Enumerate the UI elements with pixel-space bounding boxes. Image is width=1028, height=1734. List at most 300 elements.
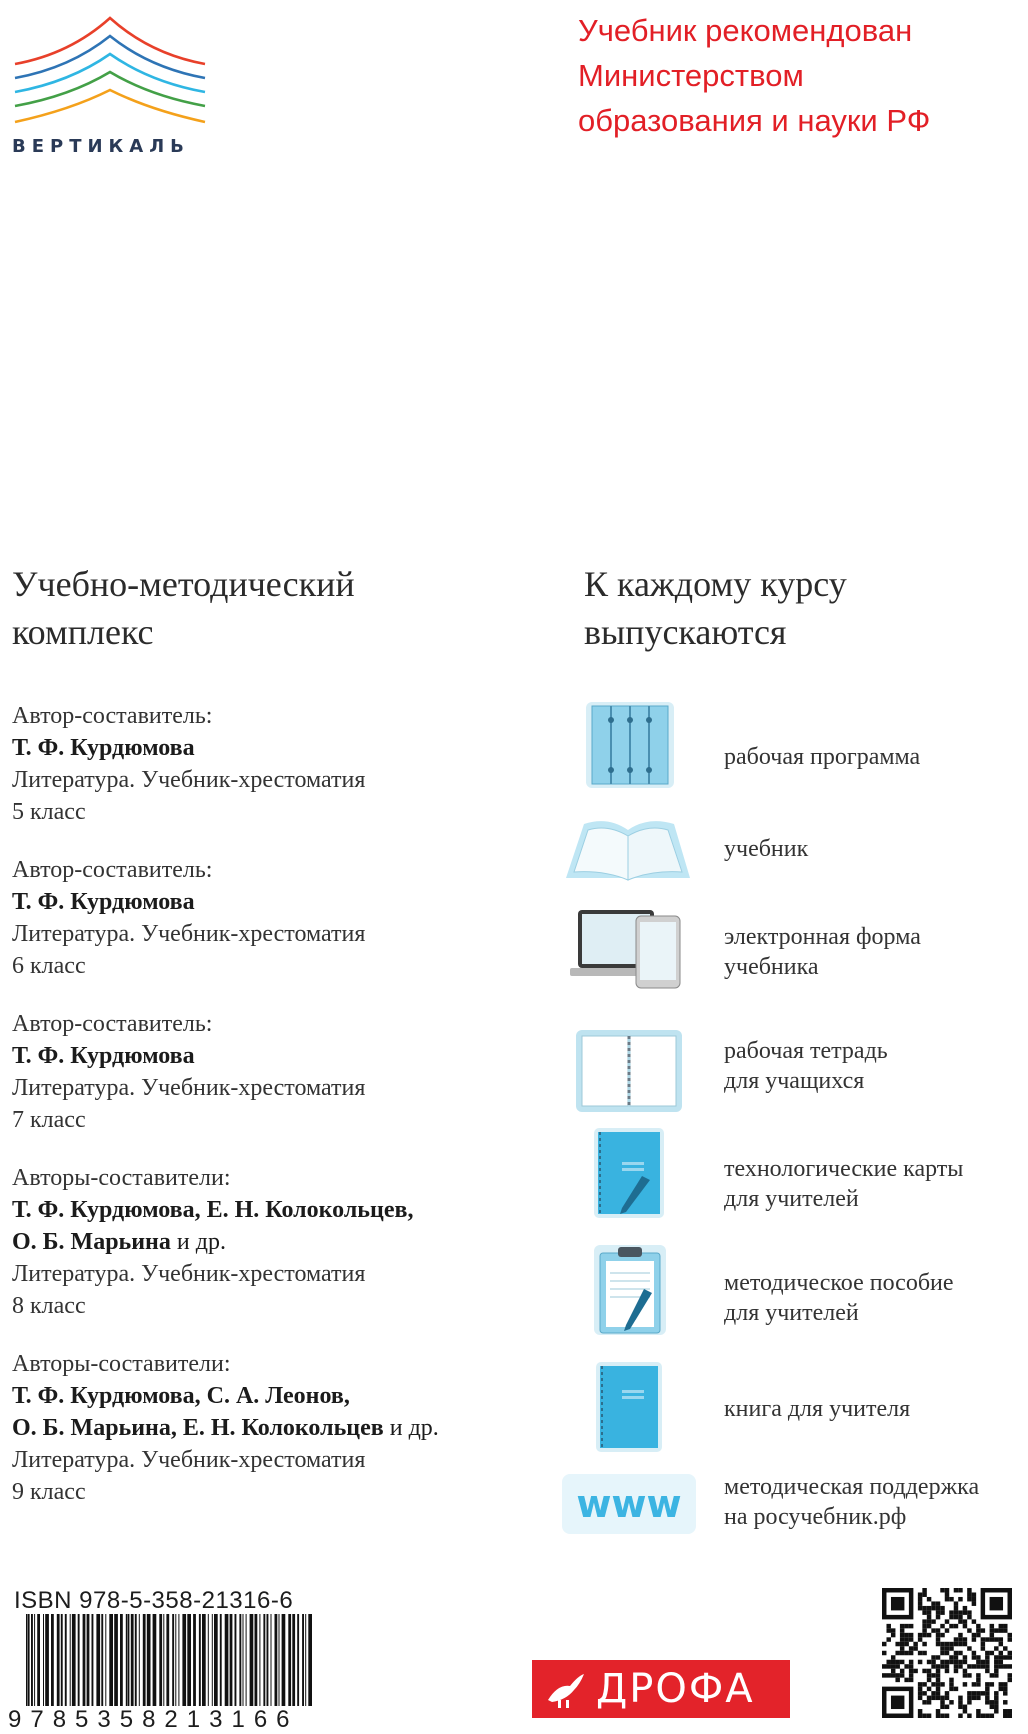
qr-module bbox=[976, 1682, 980, 1686]
qr-module bbox=[985, 1637, 989, 1641]
qr-module bbox=[895, 1642, 899, 1646]
qr-module bbox=[895, 1660, 899, 1664]
qr-module bbox=[999, 1651, 1003, 1655]
book-authors bbox=[12, 886, 542, 918]
qr-module bbox=[936, 1709, 940, 1713]
qr-module bbox=[927, 1660, 931, 1664]
qr-module bbox=[976, 1714, 980, 1718]
barcode-bar bbox=[208, 1614, 209, 1706]
workbook-icon bbox=[564, 1026, 694, 1116]
barcode-bar bbox=[139, 1614, 140, 1706]
qr-module bbox=[990, 1673, 994, 1677]
qr-module bbox=[967, 1628, 971, 1632]
material-label: книга для учителя bbox=[724, 1396, 911, 1422]
qr-module bbox=[900, 1637, 904, 1641]
qr-module bbox=[985, 1651, 989, 1655]
barcode-bar bbox=[175, 1614, 176, 1706]
qr-module bbox=[999, 1624, 1003, 1628]
qr-module bbox=[967, 1597, 971, 1601]
qr-module bbox=[985, 1687, 989, 1691]
barcode-bar bbox=[163, 1614, 164, 1706]
qr-module bbox=[990, 1633, 994, 1637]
qr-module bbox=[936, 1691, 940, 1695]
qr-module bbox=[999, 1682, 1003, 1686]
barcode-bar bbox=[308, 1614, 312, 1706]
qr-module bbox=[909, 1678, 913, 1682]
qr-module bbox=[994, 1705, 998, 1709]
qr-module bbox=[999, 1664, 1003, 1668]
qr-module bbox=[990, 1637, 994, 1641]
qr-module bbox=[927, 1696, 931, 1700]
qr-module bbox=[954, 1664, 958, 1668]
qr-module bbox=[927, 1610, 931, 1614]
qr-module bbox=[990, 1705, 994, 1709]
qr-module bbox=[994, 1673, 998, 1677]
barcode-bar bbox=[131, 1614, 134, 1706]
material-label: электронная форма учебника bbox=[724, 924, 921, 980]
qr-module bbox=[963, 1655, 967, 1659]
barcode-bar bbox=[172, 1614, 174, 1706]
barcode-bar bbox=[220, 1614, 222, 1706]
barcode-bar bbox=[271, 1614, 272, 1706]
author-role: Автор-составитель: bbox=[12, 703, 213, 729]
barcode-bar bbox=[302, 1614, 304, 1706]
qr-module bbox=[985, 1700, 989, 1704]
qr-module bbox=[976, 1678, 980, 1682]
qr-module bbox=[900, 1628, 904, 1632]
qr-module bbox=[954, 1606, 958, 1610]
qr-module bbox=[940, 1714, 944, 1718]
qr-module bbox=[958, 1664, 962, 1668]
qr-module bbox=[976, 1673, 980, 1677]
www-text: www bbox=[576, 1482, 682, 1526]
qr-module bbox=[931, 1696, 935, 1700]
qr-module bbox=[963, 1682, 967, 1686]
materials-heading-line: выпускаются bbox=[584, 612, 787, 652]
author-role: Автор-составитель: bbox=[12, 1011, 213, 1037]
book-list bbox=[12, 700, 542, 1534]
barcode-guard bbox=[28, 1614, 30, 1720]
qr-module bbox=[985, 1691, 989, 1695]
qr-module bbox=[990, 1682, 994, 1686]
barcode-bar bbox=[143, 1614, 146, 1706]
qr-module bbox=[882, 1651, 886, 1655]
qr-module bbox=[1008, 1633, 1012, 1637]
kit-heading-line: комплекс bbox=[12, 612, 154, 652]
qr-module bbox=[954, 1624, 958, 1628]
qr-module bbox=[918, 1606, 922, 1610]
qr-module bbox=[949, 1597, 953, 1601]
qr-module bbox=[994, 1696, 998, 1700]
qr-module bbox=[913, 1646, 917, 1650]
www-icon bbox=[562, 1474, 696, 1534]
barcode-bar bbox=[282, 1614, 286, 1706]
qr-module bbox=[900, 1673, 904, 1677]
qr-module bbox=[909, 1637, 913, 1641]
qr-module bbox=[1008, 1714, 1012, 1718]
qr-module bbox=[931, 1655, 935, 1659]
qr-module bbox=[891, 1633, 895, 1637]
qr-module bbox=[994, 1655, 998, 1659]
qr-module bbox=[886, 1664, 890, 1668]
barcode-bar bbox=[57, 1614, 60, 1706]
barcode-bar bbox=[225, 1614, 229, 1706]
qr-module bbox=[985, 1660, 989, 1664]
book-authors bbox=[12, 1194, 542, 1258]
barcode-bar bbox=[193, 1614, 196, 1706]
barcode-bar bbox=[78, 1614, 80, 1706]
qr-module bbox=[958, 1597, 962, 1601]
qr-module bbox=[927, 1714, 931, 1718]
authors-tail: и др. bbox=[383, 1415, 439, 1441]
qr-module bbox=[936, 1637, 940, 1641]
qr-module bbox=[1008, 1655, 1012, 1659]
barcode-bar bbox=[202, 1614, 206, 1706]
barcode-bar bbox=[51, 1614, 54, 1706]
book-entry bbox=[12, 700, 542, 828]
qr-module bbox=[976, 1624, 980, 1628]
qr-module bbox=[909, 1624, 913, 1628]
qr-module bbox=[972, 1651, 976, 1655]
qr-module bbox=[954, 1615, 958, 1619]
qr-module bbox=[967, 1664, 971, 1668]
qr-module bbox=[963, 1610, 967, 1614]
qr-module bbox=[909, 1633, 913, 1637]
material-label: технологические карты для учителей bbox=[724, 1156, 964, 1212]
teacher-book-icon bbox=[564, 1362, 694, 1452]
qr-module bbox=[945, 1705, 949, 1709]
qr-module bbox=[994, 1700, 998, 1704]
qr-module bbox=[904, 1637, 908, 1641]
barcode-bar bbox=[37, 1614, 40, 1706]
qr-module bbox=[981, 1646, 985, 1650]
qr-module bbox=[967, 1615, 971, 1619]
qr-module bbox=[949, 1624, 953, 1628]
recommendation-line: Министерством bbox=[578, 58, 804, 93]
qr-module bbox=[918, 1696, 922, 1700]
qr-module bbox=[886, 1660, 890, 1664]
qr-module bbox=[900, 1633, 904, 1637]
book-authors bbox=[12, 1040, 542, 1072]
book-entry bbox=[12, 1348, 542, 1508]
qr-module bbox=[954, 1610, 958, 1614]
qr-module bbox=[922, 1700, 926, 1704]
qr-module bbox=[904, 1633, 908, 1637]
barcode-bar bbox=[31, 1614, 33, 1706]
qr-module bbox=[954, 1651, 958, 1655]
qr-module bbox=[994, 1709, 998, 1713]
qr-module bbox=[945, 1619, 949, 1623]
barcode-bar bbox=[263, 1614, 265, 1706]
recommendation-line: Учебник рекомендован bbox=[578, 13, 913, 48]
qr-module bbox=[895, 1673, 899, 1677]
qr-module bbox=[985, 1664, 989, 1668]
qr-module bbox=[918, 1714, 922, 1718]
qr-module bbox=[967, 1714, 971, 1718]
qr-module bbox=[994, 1646, 998, 1650]
author-role: Авторы-составители: bbox=[12, 1351, 231, 1377]
qr-module bbox=[904, 1642, 908, 1646]
qr-module bbox=[963, 1642, 967, 1646]
qr-module bbox=[936, 1682, 940, 1686]
qr-module bbox=[927, 1597, 931, 1601]
qr-module bbox=[954, 1601, 958, 1605]
qr-module bbox=[972, 1592, 976, 1596]
qr-module bbox=[972, 1664, 976, 1668]
qr-module bbox=[958, 1700, 962, 1704]
qr-module bbox=[900, 1642, 904, 1646]
qr-module bbox=[963, 1637, 967, 1641]
qr-module bbox=[927, 1633, 931, 1637]
material-label: учебник bbox=[724, 836, 809, 862]
qr-module bbox=[940, 1660, 944, 1664]
authors-names: Т. Ф. Курдюмова bbox=[12, 735, 195, 761]
book-grade: 9 класс bbox=[12, 1479, 86, 1505]
qr-module bbox=[1008, 1673, 1012, 1677]
qr-module bbox=[927, 1669, 931, 1673]
barcode-bar bbox=[147, 1614, 151, 1706]
qr-module bbox=[936, 1714, 940, 1718]
qr-module bbox=[963, 1606, 967, 1610]
qr-module bbox=[958, 1660, 962, 1664]
book-authors bbox=[12, 732, 542, 764]
notebook-pen-icon bbox=[564, 1128, 694, 1218]
barcode-bar bbox=[212, 1614, 213, 1706]
qr-module bbox=[963, 1673, 967, 1677]
qr-module bbox=[922, 1588, 926, 1592]
qr-module bbox=[927, 1673, 931, 1677]
barcode-bar bbox=[239, 1614, 241, 1706]
qr-module bbox=[945, 1714, 949, 1718]
qr-finder bbox=[891, 1597, 904, 1610]
qr-module bbox=[994, 1628, 998, 1632]
qr-module bbox=[967, 1673, 971, 1677]
qr-module bbox=[963, 1619, 967, 1623]
qr-module bbox=[922, 1628, 926, 1632]
qr-module bbox=[981, 1637, 985, 1641]
qr-module bbox=[963, 1660, 967, 1664]
qr-module bbox=[918, 1637, 922, 1641]
qr-module bbox=[931, 1673, 935, 1677]
qr-module bbox=[976, 1691, 980, 1695]
qr-module bbox=[954, 1655, 958, 1659]
barcode-bar bbox=[178, 1614, 179, 1706]
clipboard-icon bbox=[564, 1245, 694, 1335]
book-authors bbox=[12, 1380, 542, 1444]
qr-module bbox=[949, 1678, 953, 1682]
barcode-bar bbox=[288, 1614, 291, 1706]
qr-module bbox=[900, 1646, 904, 1650]
qr-module bbox=[972, 1637, 976, 1641]
qr-module bbox=[940, 1696, 944, 1700]
qr-module bbox=[949, 1655, 953, 1659]
qr-module bbox=[931, 1601, 935, 1605]
qr-module bbox=[931, 1691, 935, 1695]
qr-module bbox=[940, 1642, 944, 1646]
qr-module bbox=[936, 1615, 940, 1619]
isbn-text: ISBN 978-5-358-21316-6 bbox=[14, 1587, 294, 1614]
recommendation-note bbox=[578, 8, 1018, 143]
qr-module bbox=[981, 1628, 985, 1632]
qr-module bbox=[940, 1610, 944, 1614]
qr-module bbox=[949, 1610, 953, 1614]
barcode-bar bbox=[114, 1614, 118, 1706]
qr-module bbox=[972, 1633, 976, 1637]
qr-module bbox=[985, 1714, 989, 1718]
qr-module bbox=[909, 1673, 913, 1677]
qr-module bbox=[1008, 1709, 1012, 1713]
qr-module bbox=[958, 1588, 962, 1592]
qr-module bbox=[927, 1700, 931, 1704]
qr-module bbox=[922, 1619, 926, 1623]
qr-module bbox=[990, 1714, 994, 1718]
book-title: Литература. Учебник-хрестоматия bbox=[12, 1075, 366, 1101]
book-title: Литература. Учебник-хрестоматия bbox=[12, 1447, 366, 1473]
qr-module bbox=[1003, 1687, 1007, 1691]
recommendation-line: образования и науки РФ bbox=[578, 103, 931, 138]
qr-module bbox=[981, 1714, 985, 1718]
book-grade: 7 класс bbox=[12, 1107, 86, 1133]
qr-module bbox=[976, 1655, 980, 1659]
qr-module bbox=[940, 1705, 944, 1709]
devices-icon bbox=[564, 904, 694, 994]
author-role: Авторы-составители: bbox=[12, 1165, 231, 1191]
qr-module bbox=[931, 1606, 935, 1610]
barcode-bar bbox=[230, 1614, 233, 1706]
barcode-bar bbox=[83, 1614, 86, 1706]
qr-module bbox=[940, 1682, 944, 1686]
authors-names: Т. Ф. Курдюмова bbox=[12, 1043, 195, 1069]
qr-module bbox=[945, 1597, 949, 1601]
qr-module bbox=[949, 1646, 953, 1650]
qr-module bbox=[886, 1628, 890, 1632]
qr-module bbox=[945, 1628, 949, 1632]
barcode-bar bbox=[120, 1614, 123, 1706]
qr-module bbox=[949, 1615, 953, 1619]
materials-heading bbox=[584, 560, 1004, 656]
qr-code bbox=[882, 1588, 1012, 1718]
qr-module bbox=[1003, 1714, 1007, 1718]
qr-module bbox=[922, 1714, 926, 1718]
qr-module bbox=[918, 1709, 922, 1713]
barcode-bar bbox=[182, 1614, 186, 1706]
material-label: методическое пособие для учителей bbox=[724, 1270, 954, 1326]
qr-module bbox=[922, 1642, 926, 1646]
qr-module bbox=[891, 1664, 895, 1668]
qr-module bbox=[936, 1606, 940, 1610]
book-grade: 6 класс bbox=[12, 953, 86, 979]
qr-module bbox=[949, 1682, 953, 1686]
qr-module bbox=[895, 1651, 899, 1655]
barcode-bar bbox=[235, 1614, 237, 1706]
qr-module bbox=[931, 1628, 935, 1632]
qr-module bbox=[945, 1660, 949, 1664]
barcode-bar bbox=[275, 1614, 278, 1706]
qr-module bbox=[1008, 1678, 1012, 1682]
qr-module bbox=[922, 1606, 926, 1610]
qr-module bbox=[891, 1655, 895, 1659]
qr-module bbox=[990, 1624, 994, 1628]
qr-module bbox=[927, 1615, 931, 1619]
authors-names: Т. Ф. Курдюмова bbox=[12, 889, 195, 915]
qr-module bbox=[999, 1655, 1003, 1659]
barcode-bar bbox=[159, 1614, 162, 1706]
qr-module bbox=[940, 1664, 944, 1668]
qr-module bbox=[976, 1628, 980, 1632]
qr-module bbox=[949, 1660, 953, 1664]
bird-icon bbox=[544, 1670, 586, 1710]
qr-module bbox=[891, 1673, 895, 1677]
qr-module bbox=[985, 1655, 989, 1659]
qr-module bbox=[967, 1588, 971, 1592]
qr-module bbox=[927, 1624, 931, 1628]
qr-module bbox=[918, 1682, 922, 1686]
qr-module bbox=[976, 1696, 980, 1700]
qr-module bbox=[931, 1619, 935, 1623]
qr-module bbox=[931, 1682, 935, 1686]
qr-module bbox=[922, 1633, 926, 1637]
qr-module bbox=[990, 1651, 994, 1655]
qr-module bbox=[931, 1660, 935, 1664]
qr-module bbox=[936, 1601, 940, 1605]
qr-module bbox=[958, 1637, 962, 1641]
qr-module bbox=[936, 1664, 940, 1668]
qr-module bbox=[940, 1700, 944, 1704]
barcode-bar bbox=[61, 1614, 63, 1706]
qr-module bbox=[963, 1669, 967, 1673]
book-title: Литература. Учебник-хрестоматия bbox=[12, 1261, 366, 1287]
book-title: Литература. Учебник-хрестоматия bbox=[12, 921, 366, 947]
qr-module bbox=[985, 1669, 989, 1673]
qr-module bbox=[1003, 1682, 1007, 1686]
author-role: Автор-составитель: bbox=[12, 857, 213, 883]
qr-module bbox=[940, 1651, 944, 1655]
qr-module bbox=[954, 1660, 958, 1664]
qr-module bbox=[945, 1592, 949, 1596]
qr-module bbox=[918, 1691, 922, 1695]
barcode-bar bbox=[135, 1614, 137, 1706]
qr-finder bbox=[891, 1696, 904, 1709]
qr-module bbox=[945, 1664, 949, 1668]
qr-module bbox=[972, 1619, 976, 1623]
barcode-bar bbox=[279, 1614, 280, 1706]
qr-module bbox=[967, 1592, 971, 1596]
qr-module bbox=[918, 1651, 922, 1655]
qr-module bbox=[954, 1687, 958, 1691]
qr-module bbox=[972, 1696, 976, 1700]
barcode-bar bbox=[259, 1614, 260, 1706]
qr-module bbox=[958, 1705, 962, 1709]
book-entry bbox=[12, 854, 542, 982]
qr-module bbox=[972, 1691, 976, 1695]
qr-module bbox=[967, 1646, 971, 1650]
qr-module bbox=[954, 1637, 958, 1641]
qr-module bbox=[945, 1696, 949, 1700]
qr-module bbox=[918, 1592, 922, 1596]
qr-module bbox=[972, 1597, 976, 1601]
barcode-bar bbox=[92, 1614, 94, 1706]
qr-module bbox=[949, 1700, 953, 1704]
book-entry bbox=[12, 1008, 542, 1136]
book-title: Литература. Учебник-хрестоматия bbox=[12, 767, 366, 793]
qr-module bbox=[999, 1687, 1003, 1691]
qr-module bbox=[994, 1660, 998, 1664]
publisher-name: ДРОФА bbox=[596, 1666, 755, 1712]
qr-module bbox=[1008, 1637, 1012, 1641]
qr-module bbox=[954, 1588, 958, 1592]
qr-module bbox=[981, 1691, 985, 1695]
qr-module bbox=[1003, 1655, 1007, 1659]
